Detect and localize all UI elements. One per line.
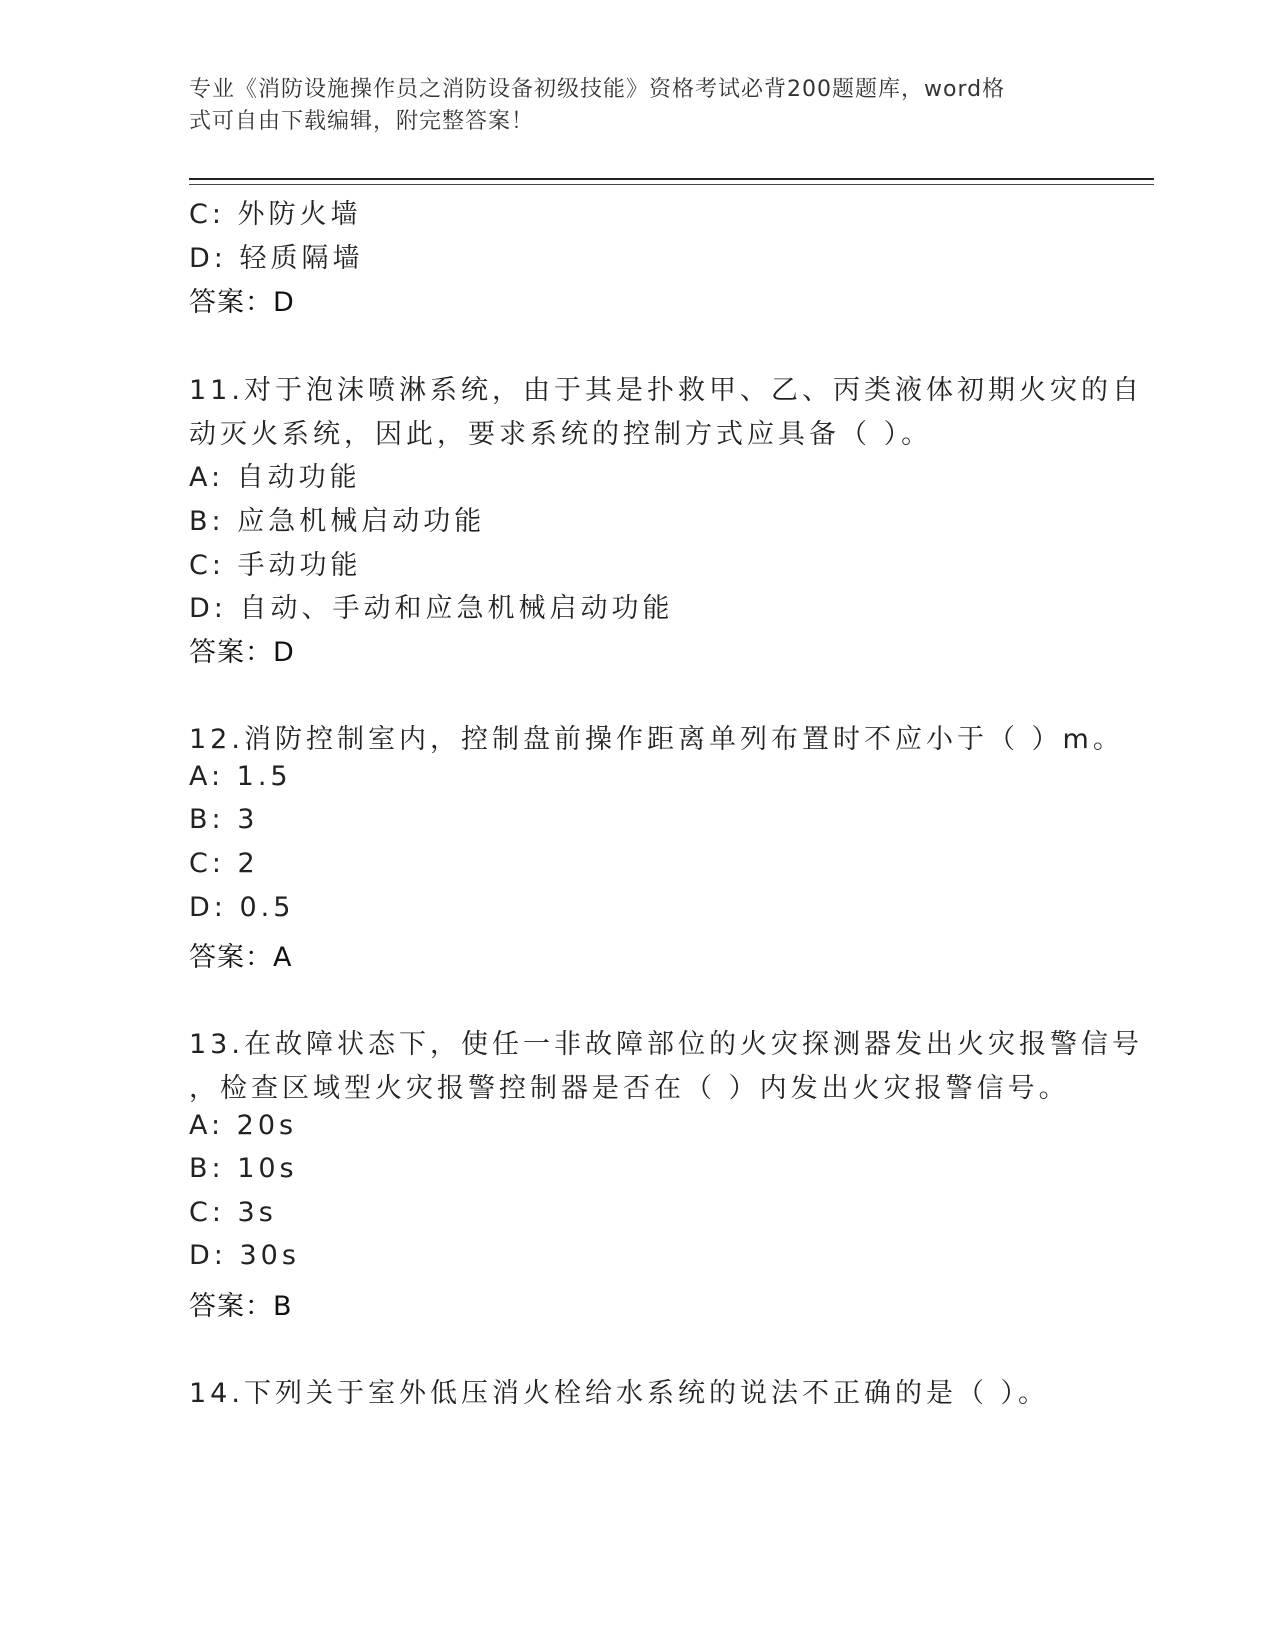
q12-option-b: B: 3 <box>189 804 259 835</box>
q13-option-b: B: 10s <box>189 1153 298 1184</box>
q11-stem-line-1: 11.对于泡沫喷淋系统，由于其是扑救甲、乙、丙类液体初期火灾的自 <box>189 375 1143 406</box>
q12-answer: 答案：A <box>189 942 293 973</box>
header-divider-thin <box>189 184 1154 185</box>
header-line-2: 式可自由下载编辑，附完整答案！ <box>189 109 535 134</box>
q13-stem-line-2: ，检查区域型火灾报警控制器是否在（ ）内发出火灾报警信号。 <box>189 1073 1070 1104</box>
document-header <box>189 74 1089 138</box>
q13-option-c: C: 3s <box>189 1197 277 1228</box>
q12-stem-line-1: 12.消防控制室内，控制盘前操作距离单列布置时不应小于（ ）m。 <box>189 724 1124 755</box>
q13-stem-line-1: 13.在故障状态下，使任一非故障部位的火灾探测器发出火灾报警信号 <box>189 1029 1143 1060</box>
header-line-1: 专业《消防设施操作员之消防设备初级技能》资格考试必背200题题库，word格 <box>189 77 1006 102</box>
q12-option-a: A: 1.5 <box>189 761 292 792</box>
q11-option-d: D: 自动、手动和应急机械启动功能 <box>189 593 674 624</box>
header-divider-thick <box>189 178 1154 180</box>
q11-option-c: C: 手动功能 <box>189 550 362 581</box>
q13-answer: 答案：B <box>189 1291 293 1322</box>
prev-option-d: D: 轻质隔墙 <box>189 243 364 274</box>
q14-stem-line-1: 14.下列关于室外低压消火栓给水系统的说法不正确的是（ ）。 <box>189 1378 1050 1409</box>
q11-answer: 答案：D <box>189 637 295 668</box>
q13-option-a: A: 20s <box>189 1110 298 1141</box>
q13-option-d: D: 30s <box>189 1240 300 1271</box>
q11-stem-line-2: 动灭火系统，因此，要求系统的控制方式应具备（ ）。 <box>189 419 933 450</box>
q12-option-d: D: 0.5 <box>189 892 295 923</box>
prev-answer: 答案：D <box>189 287 295 318</box>
q12-option-c: C: 2 <box>189 848 259 879</box>
q11-option-a: A: 自动功能 <box>189 462 361 493</box>
q11-option-b: B: 应急机械启动功能 <box>189 506 486 537</box>
prev-option-c: C: 外防火墙 <box>189 199 362 230</box>
